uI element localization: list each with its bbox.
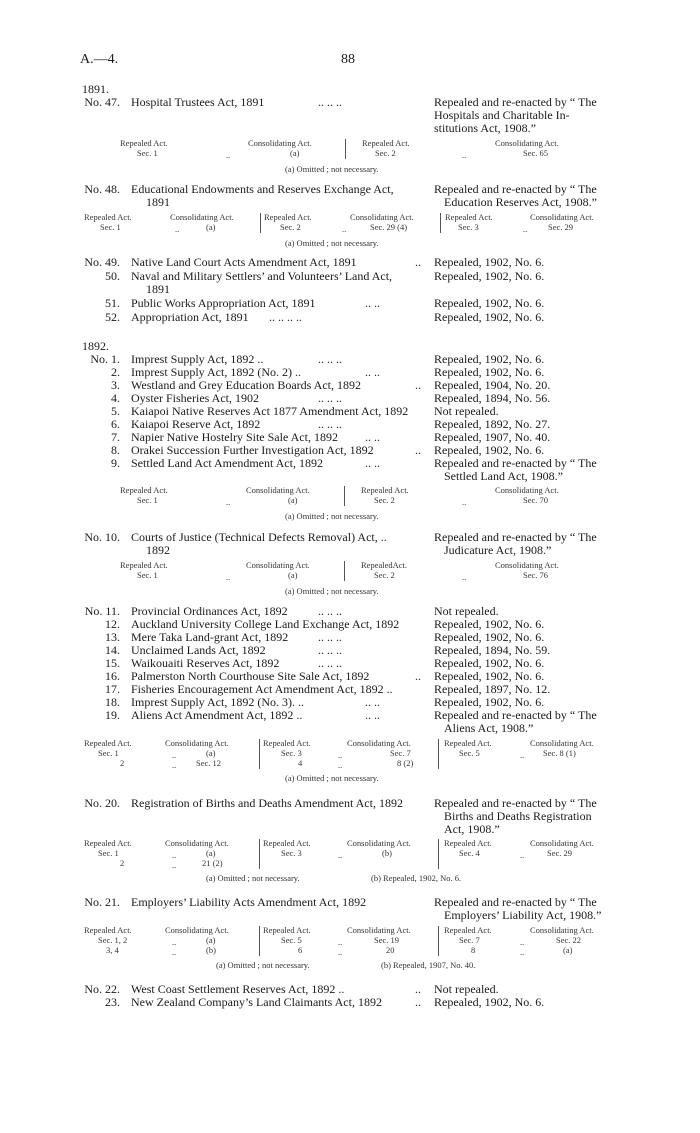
status-line: Education Reserves Act, 1908.” [444,195,597,209]
table-cell: Consolidating Act. [495,138,559,148]
act-status: Not repealed. [434,404,499,418]
status-line: Settled Land Act, 1908.” [444,469,563,483]
act-status: Repealed, 1904, No. 20. [434,378,551,392]
leader-dots: .. [415,982,421,996]
act-status: Repealed, 1902, No. 6. [434,669,545,683]
table-cell: .. [338,760,343,770]
year-heading: 1891. [82,82,109,96]
table-cell: Sec. 2 [374,570,395,580]
table-cell: Sec. 3 [281,848,302,858]
act-title: Provincial Ordinances Act, 1892 [131,604,288,618]
act-number: 19. [105,708,120,722]
table-cell: Consolidating Act. [530,738,594,748]
table-cell: .. [342,224,347,234]
act-status: Repealed, 1894, No. 56. [434,391,551,405]
table-cell: Repealed Act. [120,138,168,148]
table-cell: .. [338,947,343,957]
act-status [434,896,622,922]
table-footnote: (a) Omitted ; not necessary. [285,586,379,596]
act-status [434,96,622,135]
table-cell: (b) [382,848,392,858]
table-cell: Consolidating Act. [246,485,310,495]
table-cell: .. [226,572,231,582]
table-cell: Sec. 29 [548,222,574,232]
table-cell: .. [226,150,231,160]
act-status: Repealed, 1902, No. 6. [434,695,545,709]
act-title: Settled Land Act Amendment Act, 1892 [131,456,323,470]
act-number: No. 1. [90,352,120,366]
table-cell: Repealed Act. [264,212,312,222]
act-number: No. 49. [84,255,120,269]
table-cell: Sec. 2 [374,495,395,505]
act-status: Repealed, 1902, No. 6. [434,617,545,631]
act-title: Palmerston North Courthouse Site Sale Act, 1892 [131,669,370,683]
table-cell: (a) [288,570,298,580]
act-title: Waikouaiti Reserves Act, 1892 [131,656,280,670]
leader-dots: .. [415,995,421,1009]
table-cell: Sec. 1 [137,495,158,505]
table-cell: 2 [120,858,125,868]
act-title: Naval and Military Settlers’ and Volunteers’ Land Act, [131,269,393,283]
table-cell: Sec. 7 [390,748,411,758]
table-cell: Repealed Act. [84,738,132,748]
table-cell: (a) [206,935,216,945]
act-number: 52. [105,310,120,324]
table-footnote: (a) Omitted ; not necessary. [285,164,379,174]
status-line: Repealed and re-enacted by “ The [434,895,597,909]
table-cell: 8 [471,945,476,955]
status-line: Repealed and re-enacted by “ The [434,95,597,109]
table-cell: .. [175,224,180,234]
table-divider [344,486,345,506]
table-cell: Sec. 1 [137,148,158,158]
table-cell: .. [172,860,177,870]
act-number: 6. [111,417,120,431]
table-cell: .. [172,947,177,957]
table-cell: Consolidating Act. [495,485,559,495]
act-number: No. 22. [84,982,120,996]
table-footnote: (a) Omitted ; not necessary. [206,873,300,883]
act-title: Public Works Appropriation Act, 1891 [131,296,316,310]
table-cell: Sec. 76 [523,570,549,580]
act-title: Fisheries Encouragement Act Amendment Act, 1892 .. [131,682,393,696]
table-cell: (a) [290,148,300,158]
table-cell: Consolidating Act. [530,212,594,222]
status-line: Repealed and re-enacted by “ The [434,708,597,722]
act-title: Imprest Supply Act, 1892 (No. 3). .. [131,695,304,709]
leader-dots: .. .. [365,365,380,379]
act-number: 9. [111,456,120,470]
leader-dots: .. [415,378,421,392]
act-status: Repealed, 1902, No. 6. [434,255,545,269]
act-number: 4. [111,391,120,405]
leader-dots: .. [415,443,421,457]
act-status: Repealed, 1907, No. 40. [434,430,551,444]
table-cell: Sec. 19 [374,935,400,945]
table-cell: Sec. 3 [281,748,302,758]
table-cell: .. [462,150,467,160]
act-status [434,531,622,557]
table-cell: Sec. 2 [280,222,301,232]
act-status: Repealed, 1897, No. 12. [434,682,551,696]
leader-dots: .. .. [365,695,380,709]
table-cell: Sec. 3 [458,222,479,232]
table-cell: Repealed Act. [444,925,492,935]
table-cell: .. [172,750,177,760]
table-cell: (a) [206,748,216,758]
table-cell: Sec. 7 [459,935,480,945]
table-cell: Repealed Act. [120,485,168,495]
act-status: Repealed, 1902, No. 6. [434,630,545,644]
act-title: West Coast Settlement Reserves Act, 1892 .. [131,982,345,996]
table-cell: .. [520,937,525,947]
act-number: 15. [105,656,120,670]
table-cell: .. [338,937,343,947]
leader-dots: .. .. .. [318,391,342,405]
table-cell: Repealed Act. [84,212,132,222]
table-cell: Consolidating Act. [350,212,414,222]
act-status: Repealed, 1902, No. 6. [434,656,545,670]
table-footnote: (b) Repealed, 1907, No. 40. [381,960,476,970]
table-cell: 21 (2) [202,858,223,868]
table-cell: Consolidating Act. [165,738,229,748]
page-number: 88 [341,52,355,67]
table-cell: 8 (2) [397,758,414,768]
act-status: Repealed, 1902, No. 6. [434,269,545,283]
table-cell: 20 [386,945,395,955]
table-cell: Sec. 2 [375,148,396,158]
act-status: Repealed, 1902, No. 6. [434,995,545,1009]
table-cell: 6 [298,945,303,955]
table-divider [259,839,260,869]
table-cell: 3, 4 [106,945,119,955]
table-cell: .. [172,937,177,947]
act-number: No. 20. [84,796,120,810]
table-cell: .. [462,572,467,582]
table-divider [259,926,260,956]
leader-dots: .. .. .. [318,417,342,431]
table-footnote: (a) Omitted ; not necessary. [216,960,310,970]
act-status: Not repealed. [434,604,499,618]
table-cell: Repealed Act. [263,838,311,848]
act-title: Mere Taka Land-grant Act, 1892 [131,630,289,644]
table-cell: (b) [206,945,216,955]
act-status: Repealed, 1902, No. 6. [434,443,545,457]
status-line: Births and Deaths Registration [444,809,592,823]
table-cell: .. [226,497,231,507]
act-number: No. 48. [84,182,120,196]
act-title: Oyster Fisheries Act, 1902 [131,391,259,405]
table-cell: .. [520,947,525,957]
table-cell: Consolidating Act. [530,925,594,935]
table-cell: RepealedAct. [361,560,408,570]
act-title: Westland and Grey Education Boards Act, 1892 [131,378,361,392]
table-cell: Sec. 1 [98,748,119,758]
act-title: 1891 [146,282,170,296]
table-divider [438,926,439,956]
table-cell: Repealed Act. [361,485,409,495]
status-line: stitutions Act, 1908.” [434,121,536,135]
leader-dots: .. .. .. [318,604,342,618]
table-divider [260,213,261,233]
table-divider [345,139,346,159]
act-number: No. 10. [84,530,120,544]
leader-dots: .. .. [365,456,380,470]
table-cell: .. [520,750,525,760]
table-divider [259,739,260,769]
act-number: No. 11. [84,604,120,618]
status-line: Repealed and re-enacted by “ The [434,456,597,470]
act-title: 1892 [146,543,170,557]
leader-dots: .. .. .. [318,352,342,366]
act-title: Unclaimed Lands Act, 1892 [131,643,266,657]
act-title: 1891 [146,195,170,209]
act-number: 5. [111,404,120,418]
act-title: Employers’ Liability Acts Amendment Act, 1892 [131,895,367,909]
act-title: Kaiapoi Reserve Act, 1892 [131,417,261,431]
act-title: Registration of Births and Deaths Amendment Act, 1892 [131,796,403,810]
act-title: Kaiapoi Native Reserves Act 1877 Amendment Act, 1892 [131,404,409,418]
table-divider [440,213,441,233]
table-cell: 4 [298,758,303,768]
table-divider [438,739,439,769]
act-number: No. 47. [84,95,120,109]
table-cell: Sec. 22 [556,935,582,945]
table-footnote: (a) Omitted ; not necessary. [285,773,379,783]
act-title: Aliens Act Amendment Act, 1892 .. [131,708,303,722]
act-status: Repealed, 1902, No. 6. [434,352,545,366]
table-cell: Sec. 1 [98,848,119,858]
table-cell: Repealed Act. [445,212,493,222]
table-cell: Consolidating Act. [347,838,411,848]
table-cell: Repealed Act. [84,838,132,848]
act-status: Repealed, 1902, No. 6. [434,296,545,310]
table-cell: .. [338,750,343,760]
table-cell: Repealed Act. [263,738,311,748]
act-number: 13. [105,630,120,644]
leader-dots: .. .. .. [318,95,342,109]
table-cell: Consolidating Act. [246,560,310,570]
table-cell: Sec. 65 [523,148,549,158]
act-title: Imprest Supply Act, 1892 .. [131,352,264,366]
status-line: Hospitals and Charitable In- [434,108,570,122]
table-cell: Consolidating Act. [165,925,229,935]
act-number: 2. [111,365,120,379]
act-number: 23. [105,995,120,1009]
status-line: Repealed and re-enacted by “ The [434,182,597,196]
status-line: Employers’ Liability Act, 1908.” [444,908,602,922]
table-cell: Sec. 1 [137,570,158,580]
act-number: 3. [111,378,120,392]
year-heading: 1892. [82,339,109,353]
table-cell: Sec. 1 [100,222,121,232]
status-line: Act, 1908.” [444,822,500,836]
act-number: No. 21. [84,895,120,909]
table-cell: .. [523,224,528,234]
act-status [434,457,622,483]
table-cell: Sec. 5 [281,935,302,945]
act-status: Repealed, 1894, No. 59. [434,643,551,657]
table-cell: (a) [563,945,573,955]
table-cell: Repealed Act. [362,138,410,148]
table-cell: Sec. 12 [196,758,222,768]
act-status [434,797,622,836]
table-cell: Repealed Act. [444,738,492,748]
act-title: Native Land Court Acts Amendment Act, 1891 [131,255,357,269]
table-cell: Repealed Act. [444,838,492,848]
leader-dots: .. .. [365,296,380,310]
table-cell: 2 [120,758,125,768]
table-cell: Consolidating Act. [347,925,411,935]
table-cell: Repealed Act. [84,925,132,935]
act-number: 16. [105,669,120,683]
table-cell: Consolidating Act. [495,560,559,570]
table-cell: .. [520,850,525,860]
leader-dots: .. .. .. [318,656,342,670]
table-footnote: (a) Omitted ; not necessary. [285,511,379,521]
act-title: Imprest Supply Act, 1892 (No. 2) .. [131,365,301,379]
table-cell: Repealed Act. [263,925,311,935]
table-cell: .. [338,850,343,860]
table-cell: .. [172,850,177,860]
table-cell: Consolidating Act. [530,838,594,848]
act-number: 18. [105,695,120,709]
table-cell: .. [172,760,177,770]
leader-dots: .. .. [365,708,380,722]
table-cell: Consolidating Act. [248,138,312,148]
status-line: Judicature Act, 1908.” [444,543,552,557]
act-title: Courts of Justice (Technical Defects Removal) Act, .. [131,530,387,544]
act-number: 7. [111,430,120,444]
status-line: Repealed and re-enacted by “ The [434,796,597,810]
table-cell: Sec. 70 [523,495,549,505]
leader-dots: .. .. .. .. [269,310,302,324]
act-number: 17. [105,682,120,696]
act-number: 14. [105,643,120,657]
act-number: 12. [105,617,120,631]
series-reference: A.—4. [80,52,119,67]
leader-dots: .. .. .. [318,643,342,657]
table-footnote: (a) Omitted ; not necessary. [285,238,379,248]
status-line: Repealed and re-enacted by “ The [434,530,597,544]
act-number: 8. [111,443,120,457]
table-cell: Repealed Act. [120,560,168,570]
leader-dots: .. [415,255,421,269]
act-title: Orakei Succession Further Investigation Act, 1892 [131,443,374,457]
act-title: Hospital Trustees Act, 1891 [131,95,265,109]
table-cell: (a) [206,848,216,858]
act-title: Educational Endowments and Reserves Exchange Act, [131,182,394,196]
leader-dots: .. .. [365,430,380,444]
table-cell: (a) [206,222,216,232]
table-cell: Consolidating Act. [170,212,234,222]
act-status [434,183,622,209]
act-status: Not repealed. [434,982,499,996]
status-line: Aliens Act, 1908.” [444,721,534,735]
table-cell: Sec. 8 (1) [543,748,576,758]
table-footnote: (b) Repealed, 1902, No. 6. [371,873,462,883]
table-cell: Sec. 4 [459,848,480,858]
act-title: Appropriation Act, 1891 [131,310,249,324]
act-number: 50. [105,269,120,283]
table-cell: (a) [288,495,298,505]
act-status: Repealed, 1892, No. 27. [434,417,551,431]
act-title: New Zealand Company’s Land Claimants Act, 1892 [131,995,382,1009]
table-cell: Consolidating Act. [165,838,229,848]
act-status [434,709,622,735]
act-title: Auckland University College Land Exchange Act, 1892 [131,617,400,631]
table-cell: Sec. 1, 2 [98,935,128,945]
table-cell: Consolidating Act. [347,738,411,748]
table-cell: .. [462,497,467,507]
table-cell: Sec. 29 (4) [370,222,408,232]
act-title: Napier Native Hostelry Site Sale Act, 1892 [131,430,338,444]
act-status: Repealed, 1902, No. 6. [434,365,545,379]
table-cell: Sec. 29 [547,848,573,858]
table-cell: Sec. 5 [459,748,480,758]
leader-dots: .. .. .. [318,630,342,644]
table-divider [438,839,439,869]
act-number: 51. [105,296,120,310]
leader-dots: .. [415,669,421,683]
act-status: Repealed, 1902, No. 6. [434,310,545,324]
table-divider [344,561,345,581]
